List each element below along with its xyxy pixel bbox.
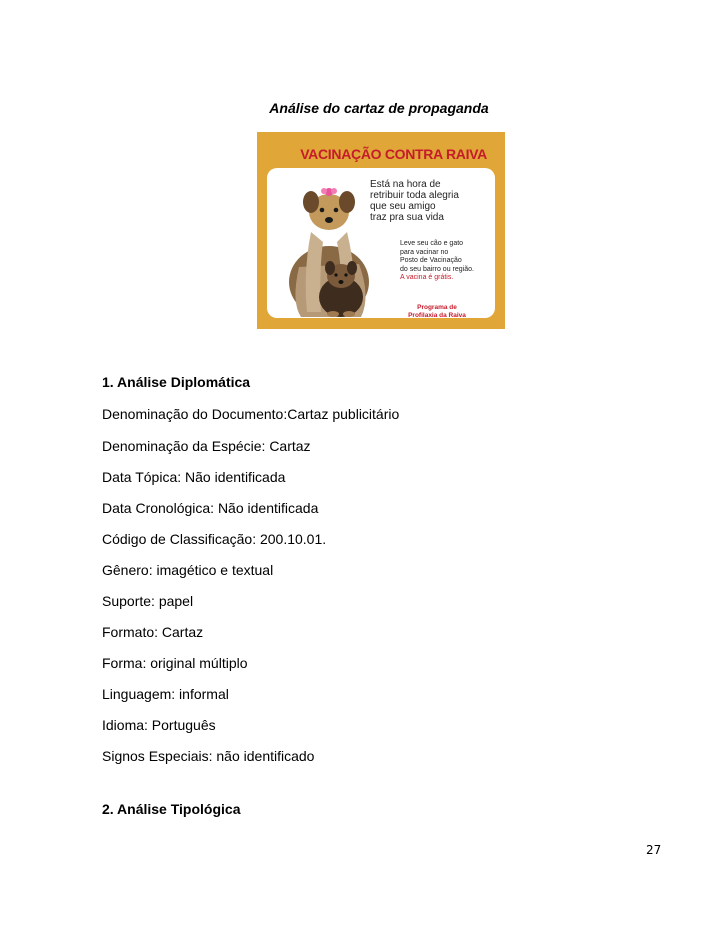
field-forma: Forma: original múltiplo [102, 655, 248, 671]
dogs-illustration [271, 172, 381, 317]
page-title: Análise do cartaz de propaganda [269, 100, 489, 116]
field-denominacao-especie: Denominação da Espécie: Cartaz [102, 438, 311, 454]
field-signos-especiais: Signos Especiais: não identificado [102, 748, 315, 764]
poster-footer: Programa de Profilaxia da Raiva [408, 304, 466, 319]
field-data-topica: Data Tópica: Não identificada [102, 469, 286, 485]
page-number: 27 [646, 843, 662, 857]
field-denominacao-documento: Denominação do Documento:Cartaz publicitário [102, 406, 400, 422]
poster-heading: VACINAÇÃO CONTRA RAIVA [300, 146, 487, 162]
field-codigo-classificacao: Código de Classificação: 200.10.01. [102, 531, 327, 547]
field-idioma: Idioma: Português [102, 717, 216, 733]
field-suporte: Suporte: papel [102, 593, 194, 609]
field-genero: Gênero: imagético e textual [102, 562, 274, 578]
field-formato: Formato: Cartaz [102, 624, 204, 640]
section-heading-tipologica: 2. Análise Tipológica [102, 801, 241, 817]
field-linguagem: Linguagem: informal [102, 686, 229, 702]
poster-image [257, 132, 505, 329]
poster-instructions: Leve seu cão e gato para vacinar no Posto de Vacinação do seu bairro ou região. A vacina é grátis. [400, 240, 474, 281]
poster-message: Está na hora de retribuir toda alegria que seu amigo traz pra sua vida [370, 179, 459, 223]
field-data-cronologica: Data Cronológica: Não identificada [102, 500, 319, 516]
poster-free-note: A vacina é grátis. [400, 274, 454, 281]
section-heading-diplomatica: 1. Análise Diplomática [102, 374, 251, 390]
